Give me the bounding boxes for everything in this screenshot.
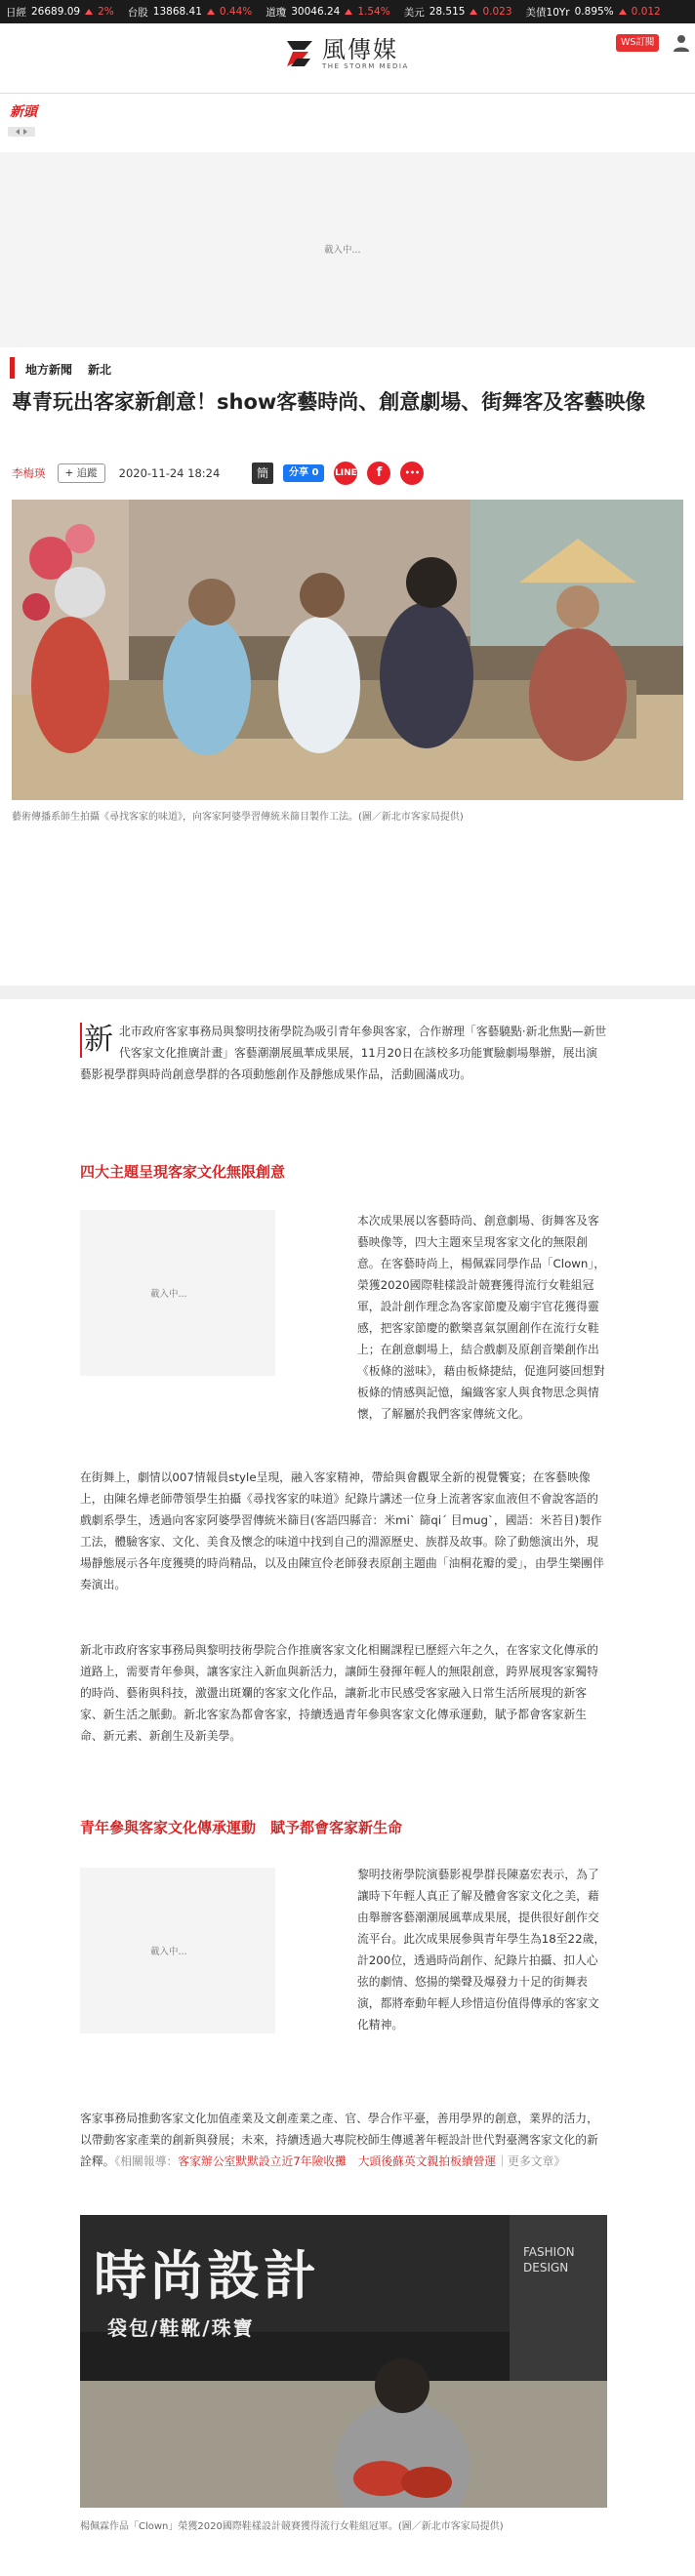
paragraph-2-text: 本次成果展以客藝時尚、創意劇場、街舞客及客藝映像等，四大主題來呈現客家文化的無限創意。在客藝時尚上，楊佩霖同學作品「Clown」，榮獲2020國際鞋樣設計競賽獲得流行女鞋組冠軍，設計創作理念為客家節慶及廟宇官花獲得靈感，把客家節慶的歡樂喜氣氛圍創作在流行女鞋上；在創意劇場上，結合戲劇及原創音樂創作出《板條的滋味》，藉由板條捷結，促進阿婆回想對板條的情感與記憶，編織客家人與食物思念與情懷，了解屬於我們客家傳統文化。	[357, 1214, 606, 1421]
inline-ad-2	[80, 1868, 275, 2033]
category-link-new-taipei[interactable]: 新北	[88, 363, 112, 377]
user-icon[interactable]	[673, 33, 690, 53]
ticker-change: 0.44%	[219, 6, 253, 18]
ticker-name: 道瓊	[266, 6, 287, 19]
ws-subscribe-button[interactable]: WS訂閱	[616, 34, 659, 52]
ticker-item-dow[interactable]	[266, 5, 389, 20]
ticker-value: 26689.09	[31, 6, 81, 18]
ticker-value: 13868.41	[152, 6, 202, 18]
ad-loading-text: 載入中...	[150, 1947, 187, 1957]
top-ad-banner	[0, 152, 695, 347]
ticker-name: 日經	[6, 6, 26, 19]
ticker-value: 30046.24	[291, 6, 341, 18]
drop-cap: 新	[80, 1023, 119, 1058]
article-title: 專青玩出客家新創意！show客藝時尚、創意劇場、街舞客及客藝映像	[12, 390, 646, 414]
share-toolbar	[252, 462, 424, 485]
content-separator	[0, 986, 695, 999]
paragraph-6-text: 客家事務局推動客家文化加值產業及文創產業之產、官、學合作平臺，善用學界的創意，業界的活力，以帶動客家產業的創新與發展；未來，持續透過大專院校師生傳遞著年輕設計世代對臺灣客家文化的新詮釋。	[80, 2112, 598, 2168]
site-header	[0, 23, 695, 94]
hero-photo-caption: 藝術傳播系師生拍攝《尋找客家的味道》，向客家阿婆學習傳統米篩目製作工法。(圖／新北市客家局提供)	[12, 812, 464, 823]
more-articles-link[interactable]: ｜更多文章》	[496, 2154, 566, 2168]
article-meta	[12, 463, 220, 484]
inline-ad-1	[80, 1210, 275, 1376]
ticker-item-us10yr[interactable]	[526, 5, 661, 20]
paragraph-3-text: 在街舞上，劇情以007情報員style呈現，融入客家精神，帶給與會觀眾全新的視覺饗宴；在客藝映像上，由陳名燁老師帶領學生拍攝《尋找客家的味道》紀錄片講述一位身上流著客家血液但不會說客語的戲劇系學生，透過向客家阿婆學習傳統米篩目(客語四縣音：米mi` 篩qi´ 目mug`，國語：米苔目)製作工法，體驗客家、文化、美食及懷念的味道中找到自己的淵源歷史、族群及故事。除了動態演出外，現場靜態展示各年度獲獎的時尚精品，以及由陳宣伶老師發表原創主題曲「油桐花瓣的愛」，由學生樂團伴奏演出。	[80, 1470, 604, 1591]
more-share-button[interactable]: •••	[400, 462, 424, 485]
ticker-change: 1.54%	[357, 6, 390, 18]
ticker-value: 28.515	[429, 6, 466, 18]
photo-sign-text: 時尚設計	[94, 2245, 320, 2307]
breaking-news-pager[interactable]	[8, 127, 35, 137]
up-arrow-icon	[345, 9, 352, 15]
ticker-name: 台股	[127, 6, 148, 19]
spacer	[0, 824, 695, 986]
related-prefix: 《相關報導：	[114, 2154, 179, 2168]
ticker-change: 0.023	[482, 6, 512, 18]
up-arrow-icon	[207, 9, 215, 15]
photo-sign-english: FASHION DESIGN	[523, 2245, 575, 2274]
breaking-news-label: 新頭	[10, 104, 37, 120]
paragraph-6	[80, 2108, 607, 2172]
ticker-name: 美債10Yr	[525, 6, 570, 19]
paragraph-5-text: 黎明技術學院演藝影視學群長陳嘉宏表示，為了讓時下年輕人真正了解及體會客家文化之美，藉由舉辦客藝潮潮展風華成果展，提供很好創作交流平台。此次成果展參與青年學生為18至22歲，計200位，透過時尚創作、紀錄片拍攝、扣人心弦的劇情、悠揚的樂聲及爆發力十足的街舞表演，都將牽動年輕人珍惜這份值得傳承的客家文化精神。	[357, 1868, 606, 2032]
market-ticker	[0, 0, 695, 23]
paragraph-4	[80, 1639, 607, 1747]
ticker-change: 0.012	[631, 6, 661, 18]
ad-loading-text: 載入中...	[324, 245, 361, 256]
author-link[interactable]: 李梅瑛	[12, 466, 46, 480]
subheading-2: 青年參與客家文化傳承運動 賦予都會客家新生命	[80, 1819, 403, 1836]
photo-sign-subtext: 袋包/鞋靴/珠寶	[107, 2316, 255, 2340]
paragraph-1-text: 北市政府客家事務局與黎明技術學院為吸引青年參與客家，合作辦理「客藝驍點‧新北焦點—新世代客家文化推廣計畫」客藝潮潮展風華成果展，11月20日在該校多功能實驗劇場舉辦，展出演藝影視學群與時尚創意學群的各項動態創作及靜態成果作品，活動圓滿成功。	[80, 1025, 607, 1081]
storm-logo-icon	[283, 37, 316, 70]
subheading-1: 四大主題呈現客家文化無限創意	[80, 1163, 286, 1181]
paragraph-2	[357, 1210, 607, 1425]
ticker-item-nikkei[interactable]	[6, 5, 114, 20]
publish-date: 2020-11-24 18:24	[118, 466, 221, 480]
line-share-button[interactable]: LINE	[334, 462, 357, 485]
ad-loading-text: 載入中...	[150, 1289, 187, 1300]
paragraph-5	[357, 1864, 607, 2035]
facebook-share-button[interactable]: 分享 0	[283, 464, 324, 482]
ticker-name: 美元	[403, 6, 425, 19]
ticker-change: 2%	[98, 6, 114, 18]
paragraph-4-text: 新北市政府客家事務局與黎明技術學院合作推廣客家文化相關課程已歷經六年之久，在客家文化傳承的道路上，需要青年參與，讓客家注入新血與新活力，讓師生發揮年輕人的無限創意，跨界展現客家獨特的時尚、藝術與科技，激盪出斑斕的客家文化作品，讓新北市民感受客家融入日常生活所展現的新客家、新生活之脈動。新北客家為都會客家，持續透過青年參與客家文化傳承運動，賦予都會客家新生命、新元素、新創生及新美學。	[80, 1643, 598, 1743]
up-arrow-icon	[85, 9, 93, 15]
simplified-chinese-button[interactable]: 簡	[252, 463, 273, 484]
ticker-item-usd[interactable]	[404, 5, 512, 20]
category-accent-bar	[10, 357, 15, 379]
site-logo[interactable]	[283, 37, 409, 70]
category-link-local[interactable]: 地方新聞	[25, 363, 73, 377]
ticker-value: 0.895%	[574, 6, 614, 18]
ticker-item-taiex[interactable]	[128, 5, 252, 20]
breaking-news-bar	[0, 94, 695, 152]
paragraph-1	[80, 1021, 607, 1085]
up-arrow-icon	[619, 9, 627, 15]
up-arrow-icon	[470, 9, 477, 15]
follow-author-button[interactable]: + 追蹤	[58, 463, 105, 483]
logo-english-text: THE STORM MEDIA	[322, 62, 409, 70]
hero-photo	[12, 500, 683, 800]
facebook-icon-button[interactable]: f	[367, 462, 390, 485]
paragraph-3	[80, 1467, 607, 1595]
prev-arrow-icon[interactable]	[16, 129, 20, 135]
next-arrow-icon[interactable]	[23, 129, 27, 135]
logo-chinese-text: 風傳媒	[322, 36, 398, 63]
related-article-link[interactable]: 客家辦公室默默設立近7年險收攤 大頭後蘇英文親拍板續營運	[178, 2154, 497, 2168]
shoe-photo-caption: 楊佩霖作品「Clown」榮獲2020國際鞋樣設計競賽獲得流行女鞋組冠軍。(圖／新北市客家局提供)	[80, 2521, 504, 2532]
article-tail	[0, 1854, 695, 2576]
